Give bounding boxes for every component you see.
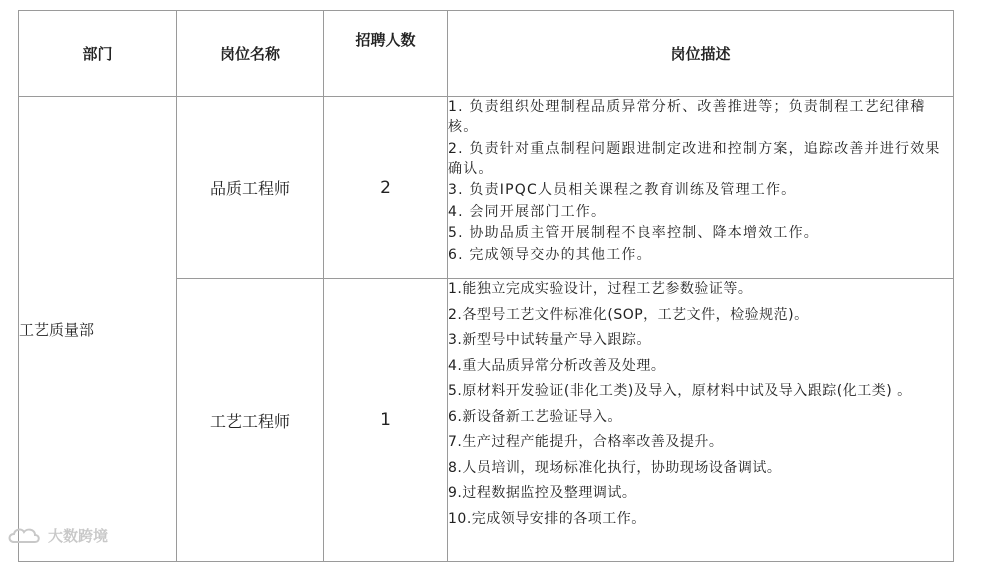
header-count: 招聘人数 [324, 11, 448, 97]
description-cell [448, 279, 954, 562]
watermark [6, 524, 108, 546]
cloud-logo-icon [6, 524, 42, 546]
position-cell: 品质工程师 [177, 97, 324, 279]
watermark-text: 大数跨境 [48, 526, 109, 545]
header-row [19, 11, 954, 97]
header-department: 部门 [19, 11, 177, 97]
description-line: 2.各型号工艺文件标准化(SOP，工艺文件，检验规范)。 [448, 306, 809, 323]
description-line: 7.生产过程产能提升，合格率改善及提升。 [448, 434, 724, 450]
description-line: 3.新型号中试转量产导入跟踪。 [448, 332, 651, 348]
header-position: 岗位名称 [177, 11, 324, 97]
count-cell: 1 [324, 279, 448, 562]
position-cell: 工艺工程师 [177, 279, 324, 562]
description-line: 2. 负责针对重点制程问题跟进制定改进和控制方案，追踪改善并进行效果确认。 [448, 140, 941, 177]
description-line: 1. 负责组织处理制程品质异常分析、改善推进等；负责制程工艺纪律稽核。 [448, 99, 926, 135]
description-cell [448, 97, 954, 279]
table-row [19, 97, 954, 279]
description-line: 5.原材料开发验证(非化工类)及导入，原材料中试及导入跟踪(化工类) 。 [448, 383, 912, 399]
description-line: 4.重大品质异常分析改善及处理。 [448, 357, 666, 374]
description-line: 9.过程数据监控及整理调试。 [448, 485, 637, 501]
count-cell: 2 [324, 97, 448, 279]
description-line: 5. 协助品质主管开展制程不良率控制、降本增效工作。 [448, 225, 820, 242]
job-table [18, 10, 954, 562]
description-line: 3. 负责IPQC人员相关课程之教育训练及管理工作。 [448, 182, 797, 199]
description-line: 1.能独立完成实验设计，过程工艺参数验证等。 [448, 281, 753, 297]
description-line: 8.人员培训，现场标准化执行，协助现场设备调试。 [448, 459, 782, 476]
description-line: 10.完成领导安排的各项工作。 [448, 510, 646, 527]
header-description: 岗位描述 [448, 11, 954, 97]
department-cell: 工艺质量部 [19, 97, 177, 562]
description-line: 4. 会同开展部门工作。 [448, 203, 607, 220]
description-line: 6. 完成领导交办的其他工作。 [448, 246, 652, 263]
description-line: 6.新设备新工艺验证导入。 [448, 408, 622, 425]
